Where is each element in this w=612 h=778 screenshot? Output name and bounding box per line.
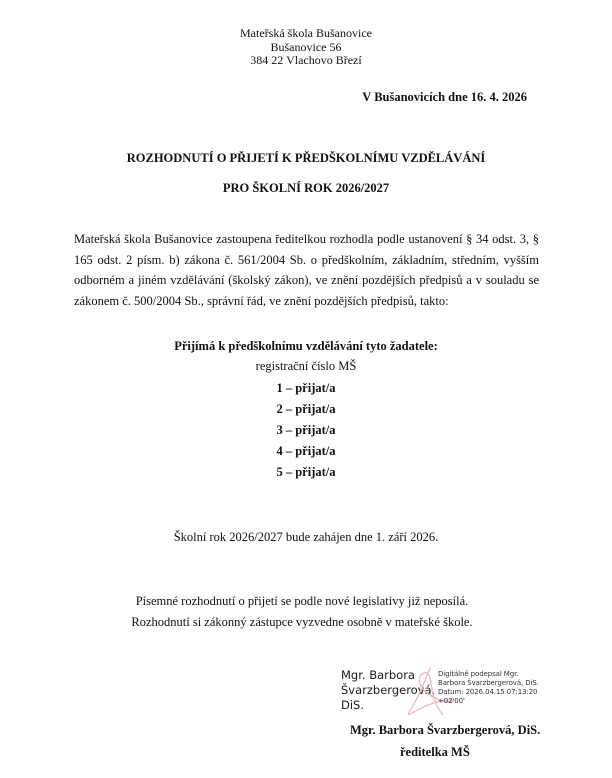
signer-role: ředitelka MŠ bbox=[400, 745, 470, 759]
signature-detail-line: +02'00' bbox=[438, 697, 465, 705]
applicant-item: 1 – přijat/a bbox=[276, 381, 336, 395]
digital-signature-details bbox=[438, 670, 539, 706]
signature-name-line: DiS. bbox=[341, 698, 365, 712]
document-title: ROZHODNUTÍ O PŘIJETÍ K PŘEDŠKOLNÍMU VZDĚLÁVÁNÍ bbox=[126, 151, 486, 165]
signature-detail-line: Barbora Švarzbergerová, DiS. bbox=[438, 679, 539, 687]
signature-name-line: Švarzbergerová, bbox=[341, 683, 436, 697]
note-no-written-decision: Písemné rozhodnutí o přijetí se podle nové legislativy již neposílá. bbox=[135, 594, 469, 608]
applicant-item: 5 – přijat/a bbox=[276, 465, 336, 479]
signature-detail-line: Datum: 2026.04.15 07:13:20 bbox=[438, 688, 538, 696]
school-name: Mateřská škola Bušanovice bbox=[240, 26, 372, 40]
address-line-2: 384 22 Vlachovo Březí bbox=[250, 53, 362, 67]
address-line-1: Bušanovice 56 bbox=[270, 39, 342, 54]
applicant-item: 2 – přijat/a bbox=[276, 402, 336, 416]
signature-detail-line: Digitálně podepsal Mgr. bbox=[438, 670, 519, 678]
applicant-item: 3 – přijat/a bbox=[276, 423, 336, 437]
note-pickup-in-person: Rozhodnutí si zákonný zástupce vyzvedne osobně v mateřské škole. bbox=[131, 615, 473, 629]
applicant-item: 4 – přijat/a bbox=[276, 444, 336, 458]
place-date: V Bušanovicích dne 16. 4. 2026 bbox=[362, 90, 527, 104]
decision-paragraph: Mateřská škola Bušanovice zastoupena ředitelkou rozhodla podle ustanovení § 34 odst. 3, § 165 odst. 2 písm. b) zákona č. 561/2004 Sb. o předškolním, základním, středním, vyšším odborném a jiném vzdělávání (školský zákon), ve znění pozdějších předpisů a v souladu se zákonem č. 500/2004 Sb., správní řád, ve znění pozdějších předpisů, takto: bbox=[74, 232, 539, 308]
signer-name: Mgr. Barbora Švarzbergerová, DiS. bbox=[350, 723, 541, 737]
school-address-block bbox=[0, 27, 612, 68]
accepted-heading: Přijímá k předškolnímu vzdělávání tyto žadatele: bbox=[174, 339, 438, 353]
signature-name-line: Mgr. Barbora bbox=[341, 668, 415, 682]
registration-number-label: registrační číslo MŠ bbox=[255, 359, 357, 373]
school-year-start: Školní rok 2026/2027 bude zahájen dne 1. září 2026. bbox=[173, 530, 439, 544]
document-subtitle: PRO ŠKOLNÍ ROK 2026/2027 bbox=[222, 181, 390, 195]
